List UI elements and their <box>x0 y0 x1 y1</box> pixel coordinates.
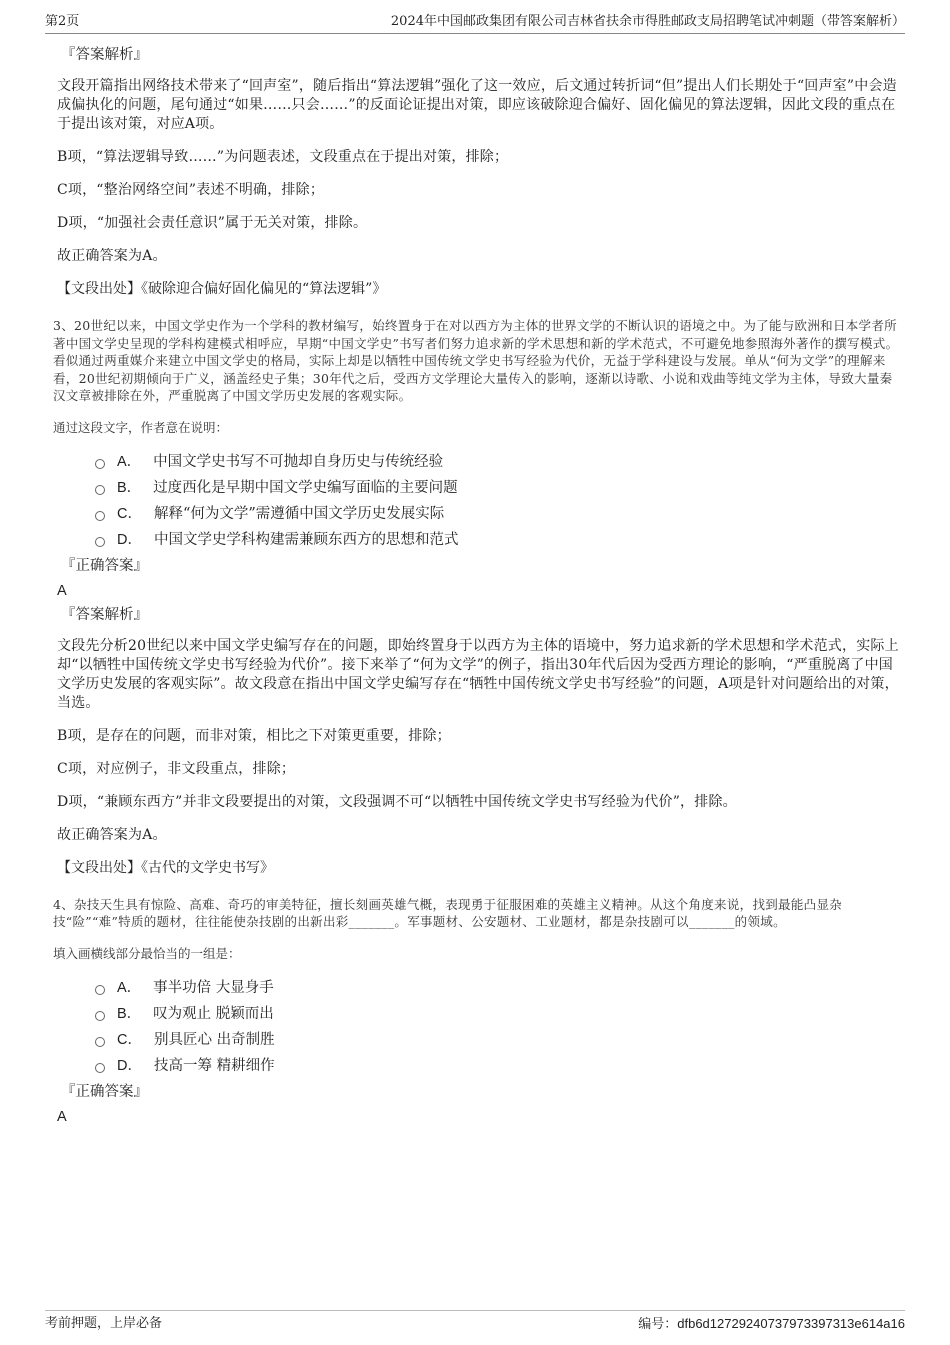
page-content <box>53 46 905 1132</box>
q3-option-c[interactable] <box>95 501 905 527</box>
option-text: 叹为观止 脱颖而出 <box>153 1005 274 1022</box>
q4-answer-title: 『正确答案』 <box>61 1083 148 1100</box>
q2-source: 【文段出处】《破除迎合偏好固化偏见的“算法逻辑”》 <box>57 281 387 297</box>
option-letter: A． <box>117 453 142 470</box>
q3-prompt: 通过这段文字，作者意在说明： <box>53 419 229 435</box>
q3-answer-title: 『正确答案』 <box>61 557 148 574</box>
q2-analysis-paragraph: B项，“算法逻辑导致……”为问题表述，文段重点在于提出对策，排除； <box>57 149 509 165</box>
q3-source: 【文段出处】《古代的文学史书写》 <box>57 859 274 876</box>
radio-button[interactable] <box>95 1063 105 1073</box>
option-text: 解释“何为文学”需遵循中国文学历史发展实际 <box>153 505 445 522</box>
radio-button[interactable] <box>95 511 105 521</box>
option-text: 别具匠心 出奇制胜 <box>153 1031 275 1048</box>
q2-analysis-title: 『答案解析』 <box>61 47 148 63</box>
option-letter: B． <box>117 479 142 496</box>
q2-analysis-paragraph: D项，“加强社会责任意识”属于无关对策，排除。 <box>57 215 368 231</box>
q3-analysis-paragraph: C项，对应例子，非文段重点，排除； <box>57 760 296 777</box>
radio-button[interactable] <box>95 1011 105 1021</box>
q2-analysis-paragraph: C项，“整治网络空间”表述不明确，排除； <box>57 182 325 198</box>
option-letter: C． <box>117 505 142 522</box>
option-text: 技高一筹 精耕细作 <box>153 1057 275 1074</box>
q3-option-b[interactable] <box>95 475 905 501</box>
radio-button[interactable] <box>95 985 105 995</box>
option-letter: D． <box>117 1057 142 1074</box>
option-letter: C． <box>117 1031 142 1048</box>
page-footer <box>45 1310 905 1335</box>
option-letter: B． <box>117 1005 142 1022</box>
radio-button[interactable] <box>95 485 105 495</box>
q4-option-d[interactable] <box>95 1053 905 1079</box>
q3-option-a[interactable] <box>95 449 905 475</box>
q3-analysis-title: 『答案解析』 <box>61 606 148 623</box>
radio-button[interactable] <box>95 459 105 469</box>
option-letter: D． <box>117 531 142 548</box>
document-code-label: 编号： <box>638 1317 678 1332</box>
page-number: 第2页 <box>45 14 80 29</box>
document-code-value: dfb6d1272924073797339731​3e614a16 <box>677 1316 905 1331</box>
q2-analysis-paragraph: 故正确答案为A。 <box>57 248 167 264</box>
q4-option-b[interactable] <box>95 1001 905 1027</box>
option-text: 中国文学史学科构建需兼顾东西方的思想和范式 <box>153 531 459 548</box>
document-code <box>638 1314 905 1335</box>
radio-button[interactable] <box>95 1037 105 1047</box>
page-header <box>45 13 905 34</box>
option-letter: A． <box>117 979 142 996</box>
q2-analysis-paragraph: 文段开篇指出网络技术带来了“回声室”，随后指出“算法逻辑”强化了这一效应，后文通过转折词“但”提出人们长期处于“回声室”中会造成偏执化的问题，尾句通过“如果……只会……”的反面论证提出对策，即应该破除迎合偏好、固化偏见的算法逻辑，因此文段的重点在于提出该对策，对应A项。 <box>57 78 897 132</box>
q3-options <box>95 449 905 553</box>
q3-block <box>53 317 905 878</box>
q3-analysis-paragraph: 文段先分析20世纪以来中国文学史编写存在的问题，即始终置身于以西方为主体的语境中，努力追求新的学术思想和学术范式，实际上却“以牺牲中国传统文学史书写经验为代价”。接下来举了“何为文学”的例子，指出30年代后因为受西方理论的影响，“严重脱离了中国文学历史发展的客观实际”。故文段意在指出中国文学史编写存在“牺牲中国传统文学史书写经验”的问题，A项是针对问题给出的对策，当选。 <box>57 637 899 711</box>
q3-analysis-paragraph: 故正确答案为A。 <box>57 826 167 843</box>
option-text: 中国文学史书写不可抛却自身历史与传统经验 <box>153 453 444 470</box>
q3-option-d[interactable] <box>95 527 905 553</box>
q4-block <box>53 896 905 1126</box>
q4-question-text: 4、杂技天生具有惊险、高难、奇巧的审美特征，擅长刻画英雄气概，表现勇于征服困难的英雄主义精神。从这个角度来说，找到最能凸显杂技“险”“难”特质的题材，往往能使杂技剧的出新出彩_______。军事题材、公安题材、工业题材，都是杂技剧可以_______的领域。 <box>53 896 843 929</box>
q4-option-c[interactable] <box>95 1027 905 1053</box>
q3-question-text: 3、20世纪以来，中国文学史作为一个学科的教材编写，始终置身于在对以西方为主体的世界文学的不断认识的语境之中。为了能与欧洲和日本学者所著中国文学史呈现的学科构建模式相呼应，早期“中国文学史”书写者们努力追求新的学术思想和新的学术范式，不可避免地参照海外著作的撰写模式。看似通过两重媒介来建立中国文学史的格局，实际上却是以牺牲中国传统文学史书写经验为代价，无益于学科建设与发展。单从“何为文学”的理解来看，20世纪初期倾向于广义，涵盖经史子集；30年代之后，受西方文学理论大量传入的影响，逐渐以诗歌、小说和戏曲等纯文学为主体，导致大量秦汉文章被排除在外，严重脱离了中国文学历史发展的客观实际。 <box>53 318 899 403</box>
q3-answer: A <box>57 582 67 599</box>
q4-option-a[interactable] <box>95 975 905 1001</box>
document-title: 2024年中国邮政集团有限公司吉林省扶余市得胜邮政支局招聘笔试冲刺题（带答案解析） <box>390 14 905 29</box>
q4-answer: A <box>57 1108 67 1125</box>
q2-analysis <box>57 46 905 299</box>
option-text: 过度西化是早期中国文学史编写面临的主要问题 <box>153 479 458 496</box>
q4-options <box>95 975 905 1079</box>
q4-prompt: 填入画横线部分最恰当的一组是： <box>53 945 241 961</box>
radio-button[interactable] <box>95 537 105 547</box>
footer-slogan: 考前押题，上岸必备 <box>45 1316 163 1331</box>
q3-analysis-paragraph: D项，“兼顾东西方”并非文段要提出的对策，文段强调不可“以牺牲中国传统文学史书写经验为代价”，排除。 <box>57 793 737 810</box>
option-text: 事半功倍 大显身手 <box>153 979 274 996</box>
q3-analysis-paragraph: B项，是存在的问题，而非对策，相比之下对策更重要，排除； <box>57 727 451 744</box>
